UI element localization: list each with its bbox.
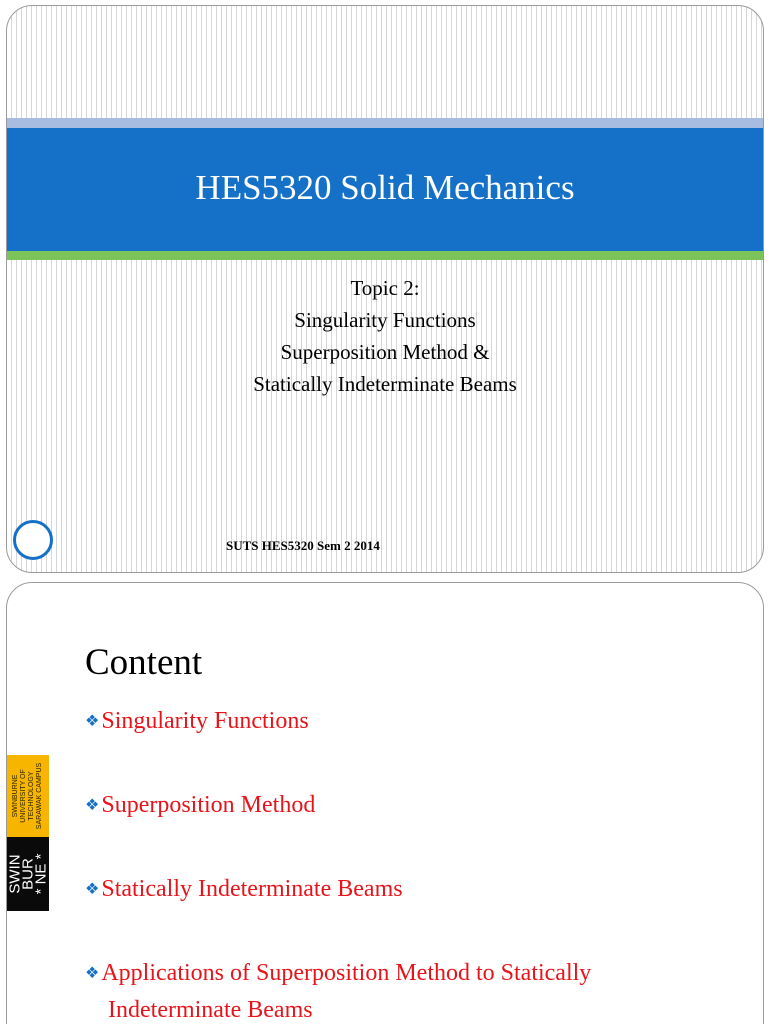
list-item-text: Singularity Functions	[101, 708, 309, 734]
decorative-circle-icon	[13, 520, 53, 560]
logo-line: SWIN	[7, 854, 24, 894]
list-item	[85, 787, 315, 824]
logo-line: TECHNOLOGY	[28, 771, 35, 821]
list-item-text: Applications of Superposition Method to Statically	[101, 960, 592, 986]
diamond-bullet-icon: ❖	[85, 881, 100, 898]
logo-small-text	[12, 763, 44, 829]
logo-black-panel	[7, 837, 49, 911]
list-item	[85, 703, 309, 740]
title-slide	[6, 5, 764, 573]
logo-yellow-panel	[7, 755, 49, 837]
diamond-bullet-icon: ❖	[85, 797, 100, 814]
list-item-text: Superposition Method	[101, 792, 316, 818]
swinburne-logo	[7, 755, 49, 911]
logo-big-text	[9, 854, 48, 895]
content-heading: Content	[85, 642, 203, 683]
slide-subtitle	[7, 272, 763, 400]
diamond-bullet-icon: ❖	[85, 965, 100, 982]
logo-line: UNIVERSITY OF	[20, 769, 27, 823]
green-band	[7, 251, 763, 260]
content-slide	[6, 582, 764, 1024]
list-item	[85, 871, 403, 908]
logo-line: * NE *	[32, 853, 49, 895]
logo-line: SWINBURNE	[12, 774, 19, 818]
subtitle-line-indeterminate: Statically Indeterminate Beams	[253, 372, 517, 396]
list-item-text-continued: Indeterminate Beams	[108, 997, 313, 1023]
slide-title: HES5320 Solid Mechanics	[195, 168, 575, 207]
subtitle-line-topic: Topic 2:	[350, 276, 420, 300]
subtitle-line-superposition: Superposition Method &	[280, 340, 490, 364]
light-blue-band	[7, 118, 763, 128]
subtitle-line-singularity: Singularity Functions	[294, 308, 476, 332]
list-item	[85, 955, 591, 1024]
slide-footer: SUTS HES5320 Sem 2 2014	[226, 538, 380, 553]
logo-line: SARAWAK CAMPUS	[36, 762, 43, 830]
diamond-bullet-icon: ❖	[85, 713, 100, 730]
logo-line: BUR	[19, 858, 37, 890]
list-item-text: Statically Indeterminate Beams	[101, 876, 403, 902]
